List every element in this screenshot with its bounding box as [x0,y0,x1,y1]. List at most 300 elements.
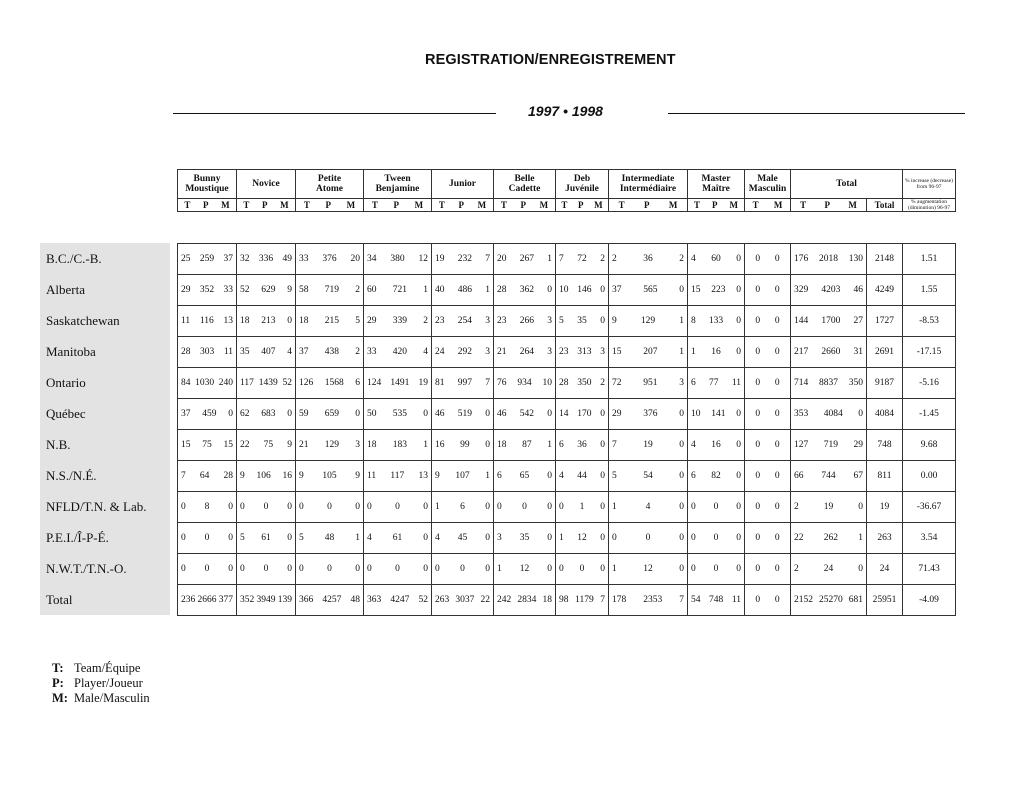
cell-value: 5 [559,316,564,326]
cell-value: 2 [600,254,605,264]
cell-value: 62 [240,409,250,419]
sub-header-letter: T [618,199,625,210]
sub-header-letter: P [824,199,830,210]
group-header [745,170,791,199]
table-cell [745,430,791,461]
cell-value: 0 [497,502,502,512]
cell-value: 99 [460,440,470,450]
cell-value: 18 [367,440,377,450]
table-row [178,523,956,554]
cell-value: 1 [497,564,502,574]
group-name-fr: Benjamine [375,184,420,194]
cell-value: 5 [612,471,617,481]
table-cell [432,275,494,306]
cell-value: 124 [367,378,382,388]
cell-value: 9 [612,316,617,326]
cell-value: 263 [435,595,450,605]
row-label: N.W.T./T.N.-O. [46,561,127,576]
sub-header-letter: P [458,199,464,210]
cell-value: 10 [691,409,701,419]
cell-value: 0 [600,409,605,419]
cell-value: 0 [691,564,696,574]
table-cell [688,554,745,585]
cell-value: 0 [299,564,304,574]
table-cell: 25951 [867,585,903,616]
cell-value: 16 [282,471,292,481]
cell-value: 438 [324,347,339,357]
cell-value: 292 [457,347,472,357]
cell-value: 35 [519,533,530,543]
group-name: Novice [252,178,280,189]
table-cell [432,430,494,461]
table-cell [178,368,237,399]
cell-value: 50 [367,409,377,419]
cell-value: 37 [612,285,622,295]
cell-value: 72 [577,254,587,264]
cell-value: 35 [240,347,250,357]
cell-value: 0 [287,316,292,326]
table-cell [178,399,237,430]
cell-value: 1 [579,502,585,512]
table-cell: -36.67 [903,492,956,523]
cell-value: 0 [858,564,863,574]
cell-value: 126 [299,378,314,388]
table-cell [556,585,609,616]
cell-value: 37 [299,347,309,357]
cell-value: 339 [392,316,407,326]
cell-value: 223 [711,285,726,295]
cell-value: 0 [367,502,372,512]
cell-value: 54 [691,595,701,605]
table-cell [688,337,745,368]
group-name: Bunny [193,173,221,184]
sub-header-total: Total [867,199,903,212]
cell-value: 141 [711,409,726,419]
table-cell [237,244,296,275]
table-cell [432,492,494,523]
cell-value: 2834 [517,595,537,605]
table-cell [688,523,745,554]
cell-value: 0 [713,533,719,543]
table-cell [364,461,432,492]
cell-value: 4 [287,347,292,357]
cell-value: 7 [485,378,490,388]
cell-value: 170 [577,409,592,419]
cell-value: 363 [367,595,382,605]
table-cell [494,368,556,399]
table-cell [745,492,791,523]
sub-header-letter: M [414,199,424,210]
cell-value: 352 [240,595,255,605]
cell-value: 420 [392,347,407,357]
sub-header-letter: M [848,199,857,210]
page-title: REGISTRATION/ENREGISTREMENT [425,52,676,68]
cell-value: 1568 [324,378,344,388]
table-cell [609,337,688,368]
cell-value: 3949 [256,595,276,605]
cell-value: 0 [774,502,780,512]
cell-value: 350 [848,378,863,388]
cell-value: 12 [519,564,530,574]
row-label: N.B. [46,437,71,452]
sub-header-letter: M [668,199,678,210]
cell-value: 2 [423,316,428,326]
cell-value: 36 [577,440,587,450]
table-cell: 1.55 [903,275,956,306]
cell-value: 0 [559,502,564,512]
cell-value: 350 [577,378,592,388]
cell-value: 7 [612,440,617,450]
table-cell [688,306,745,337]
group-header [609,170,688,199]
table-cell [688,399,745,430]
table-cell [296,399,364,430]
cell-value: 3 [547,347,552,357]
cell-value: 0 [395,564,400,574]
cell-value: 0 [774,378,780,388]
cell-value: 2353 [643,595,663,605]
cell-value: 58 [299,285,309,295]
cell-value: 0 [774,316,780,326]
row-label: Total [46,592,73,607]
table-cell [745,244,791,275]
season-label: 1997 • 1998 [528,103,603,119]
row-label: NFLD/T.N. & Lab. [46,499,147,514]
cell-value: 52 [240,285,250,295]
cell-value: 9 [240,471,245,481]
table-cell: 9187 [867,368,903,399]
cell-value: 15 [612,347,622,357]
cell-value: 144 [794,316,809,326]
cell-value: 997 [457,378,472,388]
cell-value: 719 [823,440,838,450]
cell-value: 0 [755,564,761,574]
table-cell [688,461,745,492]
cell-value: 0 [435,564,440,574]
table-cell: 19 [867,492,903,523]
cell-value: 542 [519,409,534,419]
cell-value: 7 [559,254,564,264]
cell-value: 1 [423,440,428,450]
sub-header [494,199,556,212]
cell-value: 0 [600,316,605,326]
table-cell [178,461,237,492]
cell-value: 117 [240,378,254,388]
cell-value: 14 [559,409,569,419]
cell-value: 34 [367,254,377,264]
cell-value: 0 [691,502,696,512]
table-cell [494,399,556,430]
row-label: Saskatchewan [46,313,120,328]
table-cell: 3.54 [903,523,956,554]
cell-value: 4203 [821,285,841,295]
table-cell [494,523,556,554]
table-cell: 71.43 [903,554,956,585]
cell-value: 29 [612,409,622,419]
cell-value: 32 [240,254,250,264]
cell-value: 1700 [821,316,841,326]
table-cell: 2691 [867,337,903,368]
table-cell [364,430,432,461]
cell-value: 28 [559,378,569,388]
table-cell [432,554,494,585]
cell-value: 5 [240,533,245,543]
table-row [178,492,956,523]
cell-value: 0 [645,533,651,543]
cell-value: 0 [679,471,684,481]
cell-value: 267 [519,254,534,264]
group-name: Male [757,173,778,184]
cell-value: 0 [755,285,761,295]
cell-value: 0 [181,564,186,574]
table-cell [237,461,296,492]
cell-value: 0 [485,564,490,574]
sub-header [364,199,432,212]
table-cell [178,306,237,337]
cell-value: 5 [355,316,360,326]
cell-value: 76 [497,378,507,388]
legend [52,661,150,706]
cell-value: 75 [202,440,212,450]
cell-value: 1 [485,285,490,295]
cell-value: 0 [755,254,761,264]
table-cell: -4.09 [903,585,956,616]
cell-value: 27 [853,316,863,326]
table-cell [494,554,556,585]
cell-value: 0 [299,502,304,512]
cell-value: 0 [204,533,210,543]
table-cell: 811 [867,461,903,492]
sub-header-letter: T [752,199,759,210]
sub-header [791,199,867,212]
table-row [178,244,956,275]
cell-value: 213 [261,316,276,326]
table-cell [745,399,791,430]
cell-value: 0 [485,440,490,450]
cell-value: 0 [736,347,741,357]
cell-value: 0 [423,409,428,419]
cell-value: 2 [600,378,605,388]
cell-value: 0 [228,409,233,419]
cell-value: 0 [755,471,761,481]
cell-value: 46 [497,409,507,419]
cell-value: 52 [282,378,292,388]
cell-value: 52 [418,595,428,605]
cell-value: 25 [181,254,191,264]
cell-value: 31 [853,347,863,357]
table-cell [791,337,867,368]
cell-value: 11 [731,378,741,388]
legend-key: M: [52,691,68,705]
group-name: Tween [384,173,411,184]
sub-header-letter: T [184,199,191,210]
cell-value: 33 [299,254,309,264]
cell-value: 2 [794,564,799,574]
column-header [177,169,956,212]
cell-value: 0 [600,502,605,512]
legend-text: Team/Équipe [74,661,141,675]
cell-value: 0 [713,502,719,512]
cell-value: 16 [711,440,721,450]
cell-value: 2 [355,285,360,295]
cell-value: 254 [457,316,472,326]
cell-value: 0 [713,564,719,574]
sub-header-letter: P [578,199,584,210]
cell-value: 0 [522,502,527,512]
table-cell [296,554,364,585]
cell-value: 0 [547,564,552,574]
cell-value: 336 [258,254,274,264]
cell-value: 0 [755,378,761,388]
cell-value: 0 [736,471,741,481]
cell-value: 0 [774,285,780,295]
cell-value: 4247 [390,595,410,605]
table-cell [364,585,432,616]
cell-value: 36 [643,254,653,264]
cell-value: 0 [395,502,400,512]
group-header [296,170,364,199]
cell-value: 130 [848,254,863,264]
sub-header-letter: T [371,199,378,210]
cell-value: 2 [679,254,684,264]
table-cell [296,244,364,275]
table-cell [688,430,745,461]
left-rule [173,113,496,114]
sub-header-letter: T [800,199,807,210]
table-cell [364,337,432,368]
table-cell: 1.51 [903,244,956,275]
cell-value: 22 [240,440,250,450]
cell-value: 629 [261,285,276,295]
cell-value: 21 [497,347,507,357]
cell-value: 232 [457,254,472,264]
sub-header [237,199,296,212]
table-cell: 4084 [867,399,903,430]
sub-header-letter: M [346,199,356,210]
cell-value: 18 [497,440,507,450]
cell-value: 1 [679,316,684,326]
cell-value: 146 [577,285,592,295]
table-cell [556,492,609,523]
cell-value: 376 [322,254,337,264]
cell-value: 535 [392,409,407,419]
pct-header-top: % increase (decrease) from 96-97 [903,170,956,199]
cell-value: 721 [392,285,407,295]
table-cell [556,399,609,430]
group-name: Intermediate [621,173,675,184]
cell-value: 0 [774,409,780,419]
table-cell [494,585,556,616]
cell-value: 352 [199,285,215,295]
cell-value: 0 [327,564,332,574]
cell-value: 313 [577,347,592,357]
cell-value: 1 [547,254,552,264]
cell-value: 1491 [390,378,410,388]
cell-value: 0 [547,533,552,543]
table-cell: -8.53 [903,306,956,337]
table-cell [494,244,556,275]
sub-header-letter: M [594,199,603,210]
cell-value: 6 [559,440,564,450]
cell-value: 65 [519,471,530,481]
cell-value: 106 [256,471,271,481]
cell-value: 4 [435,533,440,543]
cell-value: 0 [858,409,863,419]
cell-value: 37 [181,409,191,419]
cell-value: 1 [612,502,617,512]
cell-value: 0 [228,564,233,574]
sub-header-letter: M [221,199,230,210]
table-row [178,275,956,306]
cell-value: 11 [181,316,191,326]
cell-value: 18 [299,316,309,326]
cell-value: 0 [679,409,684,419]
cell-value: 4 [367,533,372,543]
table-cell [237,554,296,585]
cell-value: 748 [709,595,724,605]
table-cell [609,523,688,554]
cell-value: 133 [708,316,724,326]
group-name-fr: Atome [316,184,343,194]
cell-value: 0 [736,254,741,264]
cell-value: 0 [355,409,360,419]
cell-value: 6 [497,471,502,481]
cell-value: 0 [547,471,552,481]
row-label: B.C./C.-B. [46,251,102,266]
cell-value: 6 [691,471,696,481]
cell-value: 61 [261,533,271,543]
table-cell [432,523,494,554]
cell-value: 107 [455,471,470,481]
cell-value: 60 [711,254,721,264]
cell-value: 28 [497,285,507,295]
cell-value: 0 [327,502,332,512]
cell-value: 8837 [819,378,838,388]
cell-value: 0 [736,285,741,295]
sub-header [432,199,494,212]
cell-value: 1 [559,533,564,543]
table-cell [432,244,494,275]
cell-value: 0 [600,471,605,481]
table-cell [556,461,609,492]
cell-value: 0 [679,285,684,295]
table-cell [432,461,494,492]
table-cell [237,306,296,337]
cell-value: 87 [522,440,532,450]
cell-value: 16 [435,440,445,450]
cell-value: 2152 [794,595,813,605]
cell-value: 0 [263,502,269,512]
table-cell [364,306,432,337]
cell-value: 129 [324,440,339,450]
cell-value: 4257 [322,595,342,605]
cell-value: 28 [223,471,233,481]
cell-value: 0 [579,564,585,574]
cell-value: 0 [679,533,684,543]
sub-header-letter: T [500,199,507,210]
cell-value: 4 [691,254,696,264]
cell-value: 377 [218,595,233,605]
table-cell [494,461,556,492]
cell-value: 11 [367,471,377,481]
registration-table [177,243,956,616]
legend-item [52,676,150,691]
cell-value: 1 [691,347,696,357]
group-name-fr: Maître [702,184,730,194]
cell-value: 0 [600,564,605,574]
sub-header-letter: P [203,199,209,210]
group-name-fr: Masculin [748,184,787,194]
